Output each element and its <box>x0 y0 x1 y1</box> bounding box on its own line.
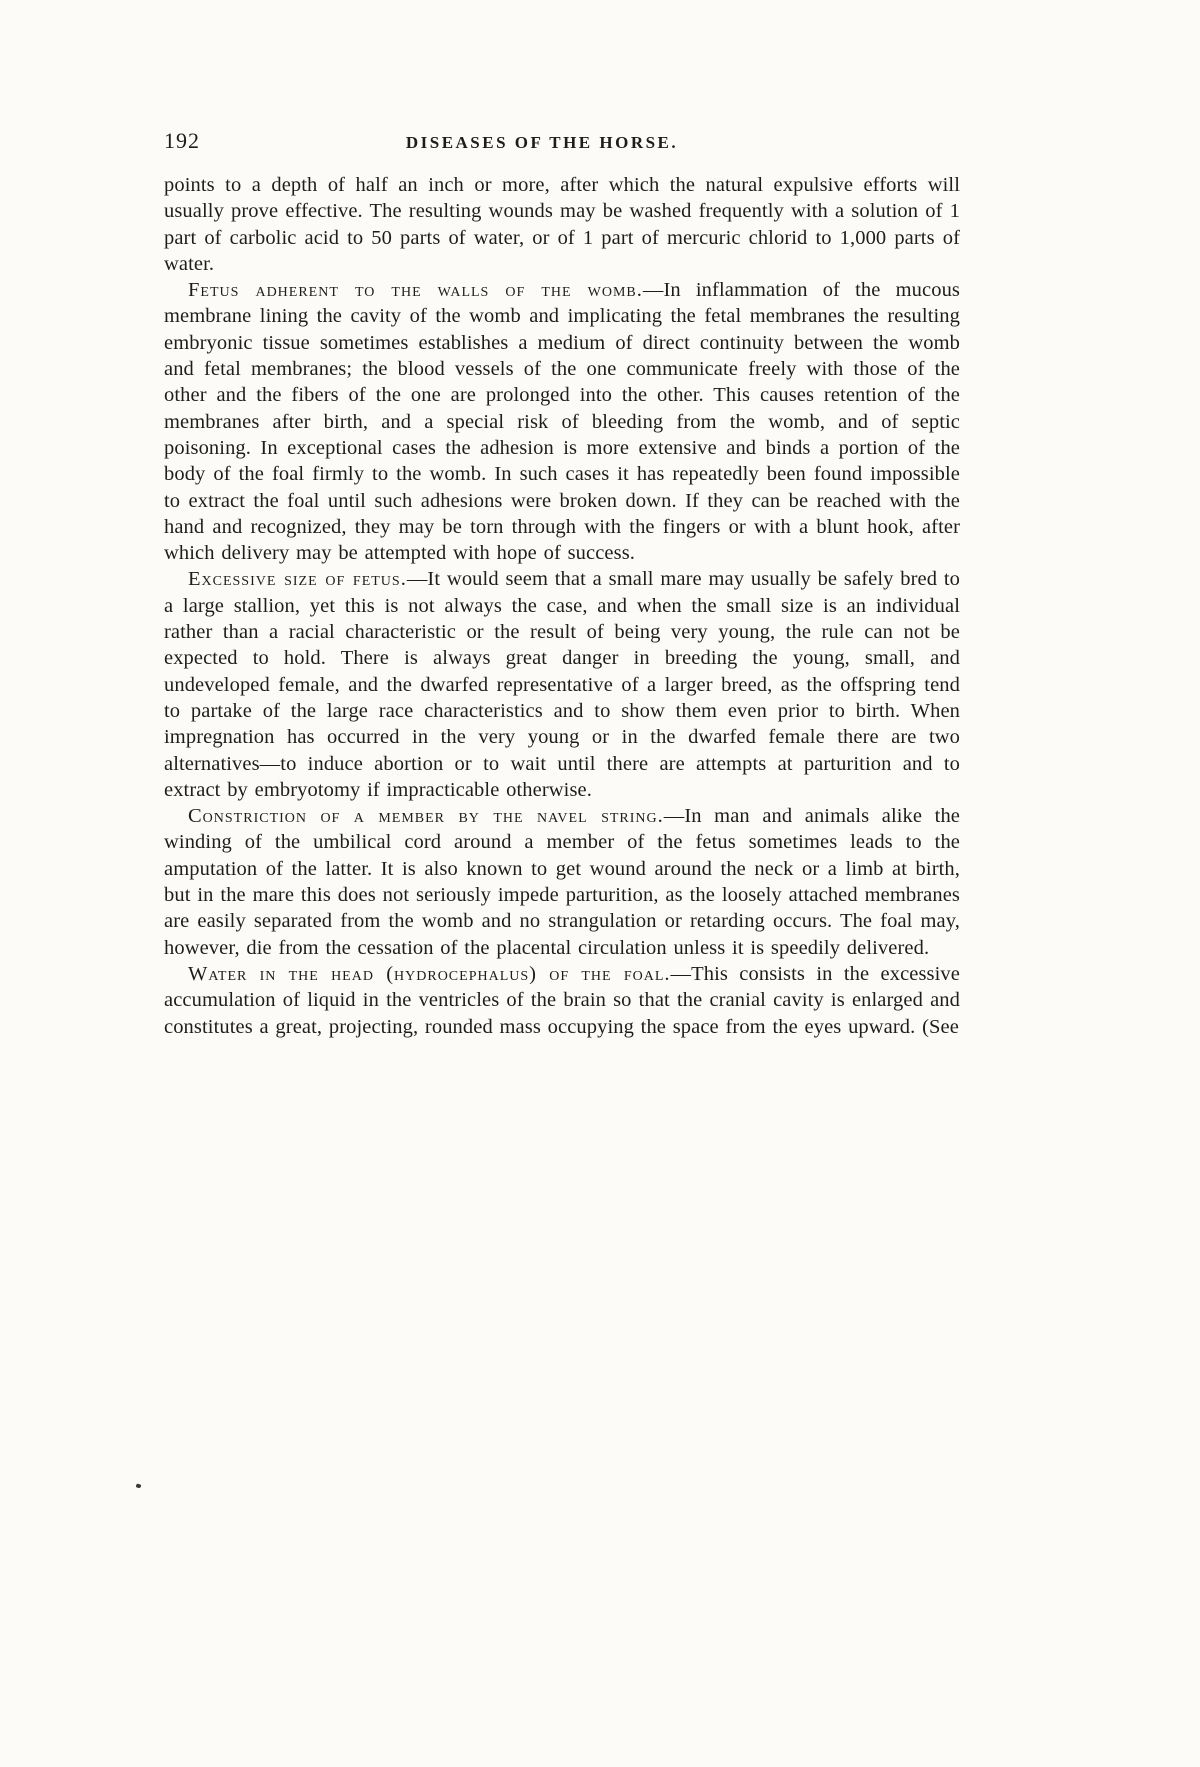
page-header <box>164 128 960 154</box>
ink-speck <box>135 1483 141 1488</box>
paragraph-text: —In man and animals alike the winding of the umbilical cord around a member of the fetus sometimes leads to the amputation of the latter. It is also known to get wound around the neck or a limb at birth, but in the mare this does not seriously impede parturition, as the loosely attached membranes are easily separated from the womb and no strangulation or retarding occurs. The foal may, however, die from the cessation of the placental circulation unless it is speedily delivered. <box>164 805 960 959</box>
paragraph-lead: Excessive size of fetus. <box>188 568 407 591</box>
paragraph-lead: Fetus adherent to the walls of the womb. <box>188 279 643 302</box>
paragraph-text: —In inflammation of the mucous membrane lining the cavity of the womb and implicating the fetal membranes the resulting embryonic tissue sometimes establishes a medium of direct continuity between the womb and fetal membranes; the blood vessels of the one communicate freely with those of the other and the fibers of the one are prolonged into the other. This causes retention of the membranes after birth, and a special risk of bleeding from the womb, and of septic poisoning. In exceptional cases the adhesion is more extensive and binds a portion of the body of the foal firmly to the womb. In such cases it has repeatedly been found impossible to extract the foal until such adhesions were broken down. If they can be reached with the hand and recognized, they may be torn through with the fingers or with a blunt hook, after which delivery may be attempted with hope of success. <box>164 279 960 565</box>
paragraph-excessive-size <box>164 566 960 803</box>
paragraph-lead: Constriction of a member by the navel string. <box>188 805 664 828</box>
paragraph-constriction <box>164 803 960 961</box>
paragraph-lead: Water in the head (hydrocephalus) of the foal. <box>188 962 671 985</box>
paragraph-text: —This consists in the excessive accumulation of liquid in the ventricles of the brain so that the cranial cavity is enlarged and constitutes a great, projecting, rounded mass occupying the space from the eyes upward. (See <box>164 962 960 1038</box>
page-number: 192 <box>164 128 200 153</box>
paragraph-hydrocephalus <box>164 961 960 1040</box>
running-title: DISEASES OF THE HORSE. <box>405 133 679 152</box>
paragraph-text: points to a depth of half an inch or more, after which the natural expulsive efforts will usually prove effective. The resulting wounds may be washed frequently with a solution of 1 part of carbolic acid to 50 parts of water, or of 1 part of mercuric chlorid to 1,000 parts of water. <box>164 174 960 275</box>
page-body <box>164 172 960 1040</box>
paragraph-continuation <box>164 172 960 277</box>
paragraph-text: —It would seem that a small mare may usually be safely bred to a large stallion, yet this is not always the case, and when the small size is an individual rather than a racial characteristic or the result of being very young, the rule can not be expected to hold. There is always great danger in breeding the young, small, and undeveloped female, and the dwarfed representative of a larger breed, as the offspring tend to partake of the large race characteristics and to show them even prior to birth. When impregnation has occurred in the very young or in the dwarfed female there are two alternatives—to induce abortion or to wait until there are attempts at parturition and to extract by embryotomy if impracticable otherwise. <box>164 568 960 801</box>
paragraph-fetus-adherent <box>164 277 960 566</box>
